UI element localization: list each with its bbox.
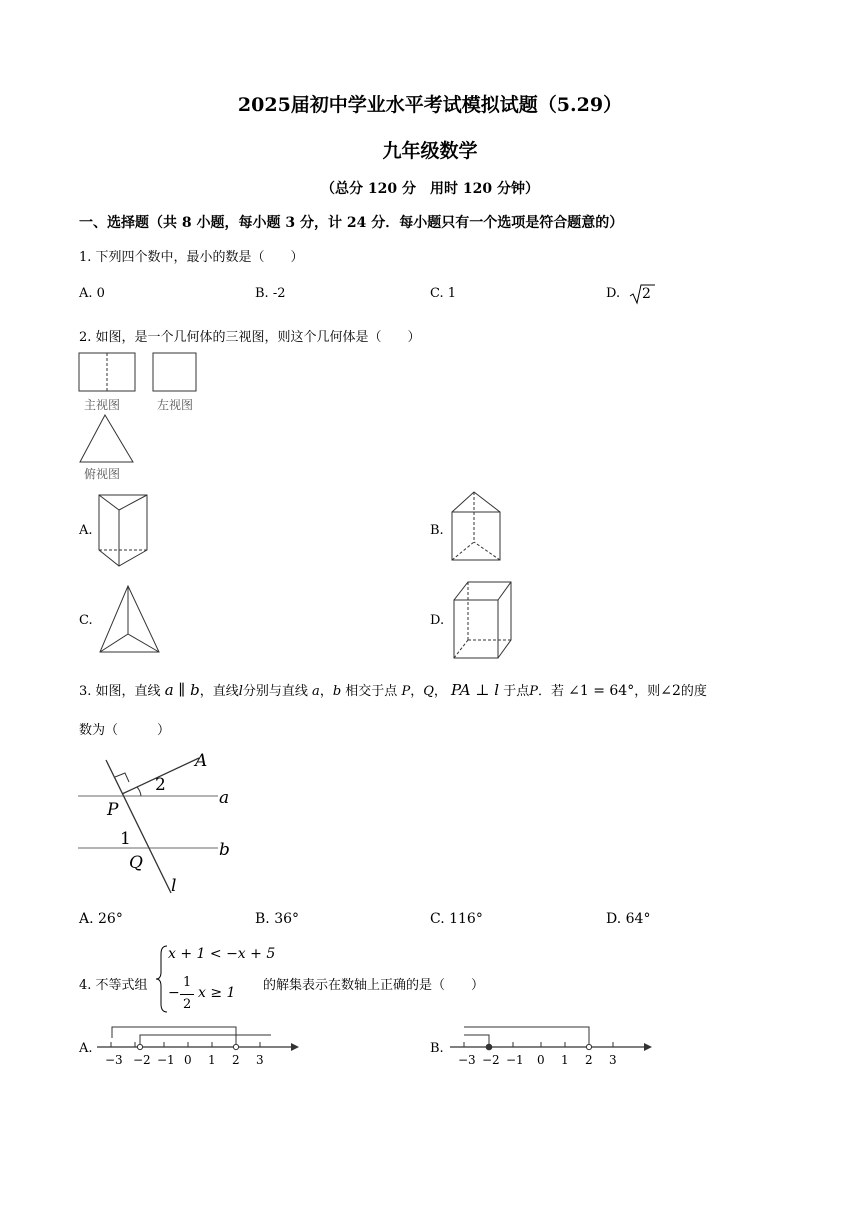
q3-stem-line1 <box>79 680 707 699</box>
tick-label: 0 <box>537 1053 545 1067</box>
section-heading: 一、选择题（共 8 小题，每小题 3 分，计 24 分．每小题只有一个选项是符合题意的） <box>79 215 624 231</box>
label-1: 1 <box>120 829 131 849</box>
q1-radicand: 2 <box>642 286 651 302</box>
q3-angle2-expr: ∠2 <box>660 683 681 699</box>
q2-option-d-letter: D. <box>430 613 445 628</box>
label-P: P <box>107 800 119 820</box>
q1-option-a: A. 0 <box>79 286 105 301</box>
side-view-rect <box>153 353 196 391</box>
q1-stem: 1. 下列四个数中，最小的数是（ ） <box>79 250 304 265</box>
q4-minus-sign: − <box>168 985 180 1001</box>
tick-label: −2 <box>482 1053 500 1067</box>
q3-option-b: B. 36° <box>255 911 300 927</box>
q3-option-d: D. 64° <box>606 911 651 927</box>
label-a: a <box>219 788 230 808</box>
q3-text-11: 的度 <box>680 684 707 699</box>
tick-label: 1 <box>561 1053 569 1067</box>
q1-option-b: B. -2 <box>255 286 286 301</box>
q3-text-3: 分别与直线 <box>242 684 308 699</box>
q3-text-4: ， <box>319 684 333 699</box>
side-view-label: 左视图 <box>157 398 194 412</box>
tick-label: −2 <box>133 1053 151 1067</box>
q4-frac-numerator: 1 <box>183 975 192 990</box>
q3-text-6: ， <box>410 684 424 699</box>
q2-option-b-letter: B. <box>430 523 444 538</box>
top-view-label: 俯视图 <box>84 467 121 481</box>
label-Q: Q <box>129 853 143 873</box>
q2-option-c-pyramid <box>95 584 165 658</box>
tick-label: 2 <box>585 1053 593 1067</box>
q3-parallel-expr: a ∥ b <box>164 681 200 699</box>
q3-point-p2: P <box>529 684 538 699</box>
q2-option-c-letter: C. <box>79 613 93 628</box>
q3-option-a: A. 26° <box>79 911 123 927</box>
tick-label: −1 <box>506 1053 524 1067</box>
q4-frac-denominator: 2 <box>183 997 192 1012</box>
q4-option-a-letter: A. <box>79 1041 93 1056</box>
tick-label: 2 <box>232 1053 240 1067</box>
q4-fraction-bar <box>180 994 194 995</box>
q2-stem: 2. 如图，是一个几何体的三视图，则这个几何体是（ ） <box>79 330 421 345</box>
tick-label: −1 <box>157 1053 175 1067</box>
label-l: l <box>171 876 177 896</box>
q3-option-c: C. 116° <box>430 911 483 927</box>
right-angle-mark <box>115 773 129 782</box>
q3-stem-line2: 数为（ ） <box>79 723 171 738</box>
front-view-label: 主视图 <box>84 398 121 412</box>
q2-option-d-cuboid <box>448 578 518 662</box>
top-view-triangle <box>80 415 133 462</box>
q1-sqrt-expression <box>628 282 656 310</box>
label-A: A <box>195 751 208 771</box>
left-brace-icon <box>155 944 169 1014</box>
q3-text-1: 3. 如图，直线 <box>79 684 161 699</box>
q3-var-b: b <box>332 684 342 699</box>
q1-option-c: C. 1 <box>430 286 457 301</box>
q4-option-b-letter: B. <box>430 1041 444 1056</box>
tick-label: −3 <box>458 1053 476 1067</box>
q2-option-b-prism <box>448 490 508 570</box>
tick-label: 3 <box>256 1053 264 1067</box>
q3-point-p: P <box>401 684 411 699</box>
q4-suffix: 的解集表示在数轴上正确的是（ ） <box>263 978 485 993</box>
tick-label: 0 <box>184 1053 192 1067</box>
label-b: b <box>219 840 230 860</box>
q3-text-8: 于点 <box>503 684 530 699</box>
q3-angle1-expr: ∠1 = 64° <box>568 683 635 699</box>
q3-var-a: a <box>312 684 320 699</box>
q3-text-7: ， <box>433 684 447 699</box>
tick-label: 1 <box>208 1053 216 1067</box>
q2-option-a-prism <box>95 492 155 570</box>
q3-text-2: ，直线 <box>199 684 239 699</box>
tick-label: 3 <box>609 1053 617 1067</box>
q4-option-b-number-line <box>448 1020 653 1070</box>
q3-var-l: l <box>238 684 243 699</box>
q3-parallel-lines-figure <box>75 748 245 896</box>
angle2-arc <box>137 787 141 796</box>
q2-option-a-letter: A. <box>79 523 93 538</box>
subject-title: 九年级数学 <box>382 140 478 162</box>
q3-perp-expr: PA ⊥ l <box>451 681 500 699</box>
tick-label: −3 <box>105 1053 123 1067</box>
q1-option-d: D. <box>606 286 621 301</box>
label-2: 2 <box>155 775 166 795</box>
q4-inequality-2-rest: x ≥ 1 <box>198 985 236 1001</box>
q4-inequality-1: x + 1 < −x + 5 <box>168 946 276 962</box>
q4-option-a-number-line <box>95 1020 300 1070</box>
q3-text-9: ．若 <box>537 684 564 699</box>
q3-text-10: ，则 <box>634 684 661 699</box>
q4-prefix: 4. 不等式组 <box>79 978 148 993</box>
q3-point-q: Q <box>423 684 434 699</box>
exam-info: （总分 120 分 用时 120 分钟） <box>321 181 539 197</box>
q3-text-5: 相交于点 <box>345 684 398 699</box>
exam-title: 2025届初中学业水平考试模拟试题（5.29） <box>237 94 623 116</box>
